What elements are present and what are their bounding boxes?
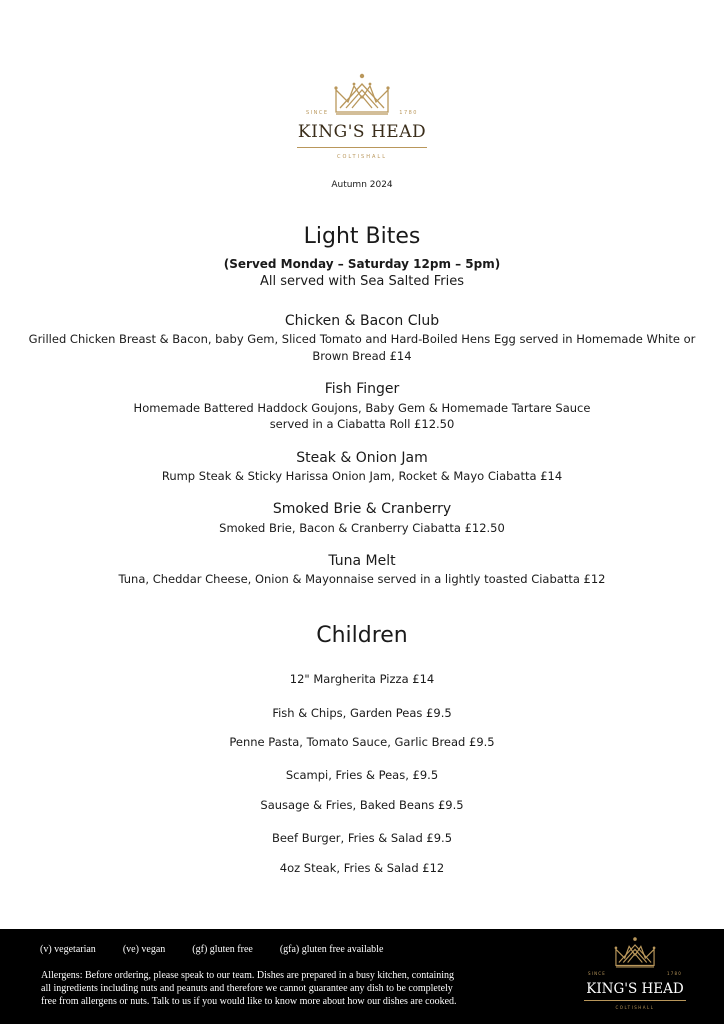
allergen-line: Allergens: Before ordering, please speak to our team. Dishes are prepared in a busy kitchen, containing: [41, 970, 455, 981]
logo-rule: [297, 147, 427, 148]
children-item: Beef Burger, Fries & Salad £9.5: [271, 831, 453, 845]
footer-bar: [0, 929, 724, 1024]
crown-icon: [613, 936, 657, 970]
dish-title: Tuna Melt: [328, 553, 396, 569]
dish-description: Brown Bread £14: [312, 349, 412, 363]
logo-town: COLTISHALL: [337, 154, 387, 160]
children-item: Sausage & Fries, Baked Beans £9.5: [260, 798, 464, 812]
dish-description: Rump Steak & Sticky Harissa Onion Jam, Rocket & Mayo Ciabatta £14: [161, 469, 563, 483]
logo-rule: [584, 1000, 686, 1001]
allergen-line: all ingredients including nuts and peanuts and therefore we cannot guarantee any dish to be completely: [41, 983, 453, 994]
light-bites-served: (Served Monday – Saturday 12pm – 5pm): [223, 257, 501, 271]
dietary-tag: (gf) gluten free: [192, 944, 253, 955]
allergen-line: free from allergens or nuts. Talk to us if you would like to know more about how our dishes are cooked.: [41, 996, 457, 1007]
logo-name: KING'S HEAD: [586, 981, 684, 997]
logo-since: SINCE: [306, 110, 329, 116]
light-bites-note: All served with Sea Salted Fries: [259, 274, 465, 289]
footer-logo: [580, 934, 690, 1019]
logo-year: 1780: [399, 110, 418, 116]
children-item: Scampi, Fries & Peas, £9.5: [285, 768, 439, 782]
dietary-tag: (gfa) gluten free available: [279, 944, 384, 955]
children-item: 12" Margherita Pizza £14: [289, 672, 435, 686]
menu-season: Autumn 2024: [331, 180, 393, 190]
dish-description: Grilled Chicken Breast & Bacon, baby Gem, Sliced Tomato and Hard-Boiled Hens Egg served in Homemade White or: [28, 332, 696, 346]
dish-description: Homemade Battered Haddock Goujons, Baby Gem & Homemade Tartare Sauce: [133, 401, 591, 415]
children-item: Penne Pasta, Tomato Sauce, Garlic Bread £9.5: [229, 735, 495, 749]
dietary-tag: (v) vegetarian: [40, 944, 96, 955]
logo-name: KING'S HEAD: [297, 122, 427, 142]
logo-town: COLTISHALL: [615, 1005, 655, 1010]
allergen-notice: [41, 969, 511, 1008]
dietary-tag: (ve) vegan: [122, 944, 166, 955]
dish-description: served in a Ciabatta Roll £12.50: [269, 417, 455, 431]
dish-title: Steak & Onion Jam: [296, 450, 428, 466]
dish-title: Smoked Brie & Cranberry: [272, 501, 452, 517]
dish-description: Tuna, Cheddar Cheese, Onion & Mayonnaise served in a lightly toasted Ciabatta £12: [118, 572, 606, 586]
crown-icon: [332, 72, 392, 118]
dish-title: Chicken & Bacon Club: [284, 313, 440, 329]
children-item: 4oz Steak, Fries & Salad £12: [279, 861, 445, 875]
children-item: Fish & Chips, Garden Peas £9.5: [272, 706, 452, 720]
dish-title: Fish Finger: [324, 381, 400, 397]
dietary-key: [40, 944, 410, 955]
light-bites-heading: Light Bites: [303, 224, 421, 249]
logo-year: 1780: [667, 971, 682, 976]
kings-head-logo: [292, 72, 432, 167]
logo-since: SINCE: [588, 971, 607, 976]
dish-description: Smoked Brie, Bacon & Cranberry Ciabatta £12.50: [219, 521, 505, 535]
children-heading: Children: [316, 623, 408, 648]
